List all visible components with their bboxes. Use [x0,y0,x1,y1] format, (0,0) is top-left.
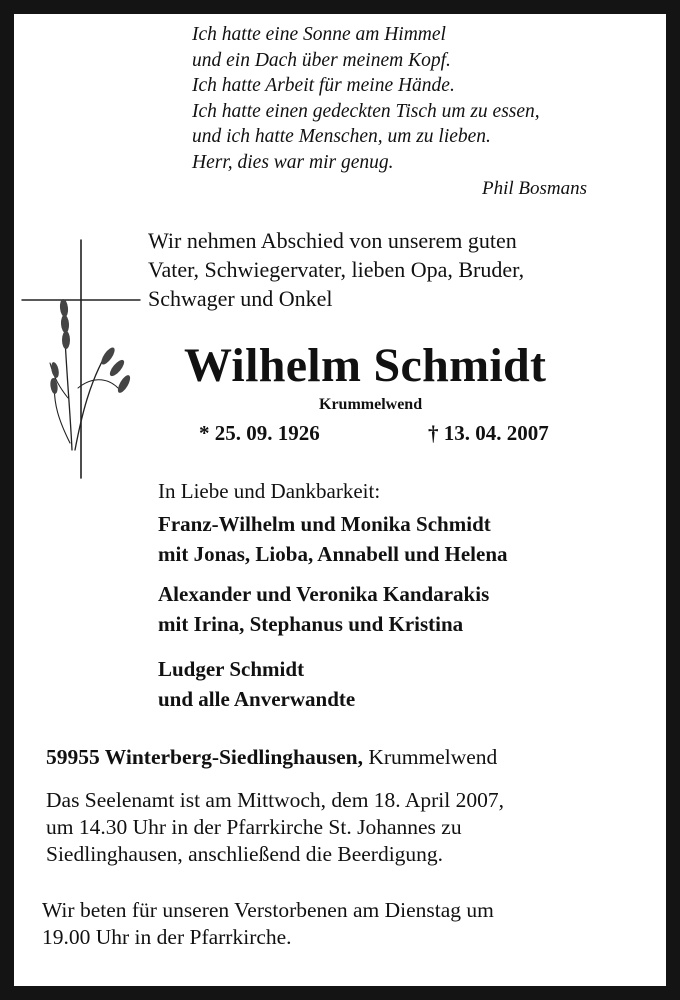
cross-wheat-icon [20,238,145,483]
intro-line: Schwager und Onkel [148,286,333,311]
address-city: 59955 Winterberg-Siedlinghausen, [46,745,363,769]
intro-line: Wir nehmen Abschied von unserem guten [148,228,517,253]
mourner-line: mit Irina, Stephanus und Kristina [158,612,464,636]
mourner-line: Ludger Schmidt [158,657,305,681]
service-line: um 14.30 Uhr in der Pfarrkirche St. Johannes zu [46,815,462,839]
farewell-intro [148,226,524,313]
prayer-info [42,897,494,951]
address [46,745,497,770]
poem-line: und ich hatte Menschen, um zu lieben. [192,126,491,147]
intro-line: Vater, Schwiegervater, lieben Opa, Bruder, [148,257,525,282]
mourner-line: und alle Anverwandte [158,687,356,711]
poem-line: und ein Dach über meinem Kopf. [192,49,451,71]
mourners-intro: In Liebe und Dankbarkeit: [158,479,381,503]
mourner-group [158,579,489,639]
service-line: Das Seelenamt ist am Mittwoch, dem 18. April 2007, [46,788,505,812]
address-place: Krummelwend [362,745,498,769]
mourner-line: mit Jonas, Lioba, Annabell und Helena [158,542,508,566]
mourner-group [158,654,355,714]
poem-line: Ich hatte Arbeit für meine Hände. [192,75,455,96]
deceased-name: Wilhelm Schmidt [184,339,547,392]
mourner-line: Franz-Wilhelm und Monika Schmidt [158,512,491,536]
poem-line: Herr, dies war mir genug. [192,151,394,173]
prayer-line: 19.00 Uhr in der Pfarrkirche. [42,925,292,949]
funeral-service-info [46,787,504,868]
mourner-group [158,509,508,569]
death-date: † 13. 04. 2007 [428,421,549,445]
deceased-place: Krummelwend [319,396,423,413]
service-line: Siedlinghausen, anschließend die Beerdigung. [46,842,444,866]
mourner-line: Alexander und Veronika Kandarakis [158,582,490,606]
poem [192,22,540,175]
poem-author: Phil Bosmans [482,178,588,199]
poem-line: Ich hatte eine Sonne am Himmel [192,24,446,45]
poem-line: Ich hatte einen gedeckten Tisch um zu essen, [192,100,540,122]
birth-date: * 25. 09. 1926 [199,421,320,445]
prayer-line: Wir beten für unseren Verstorbenen am Dienstag um [42,898,494,922]
